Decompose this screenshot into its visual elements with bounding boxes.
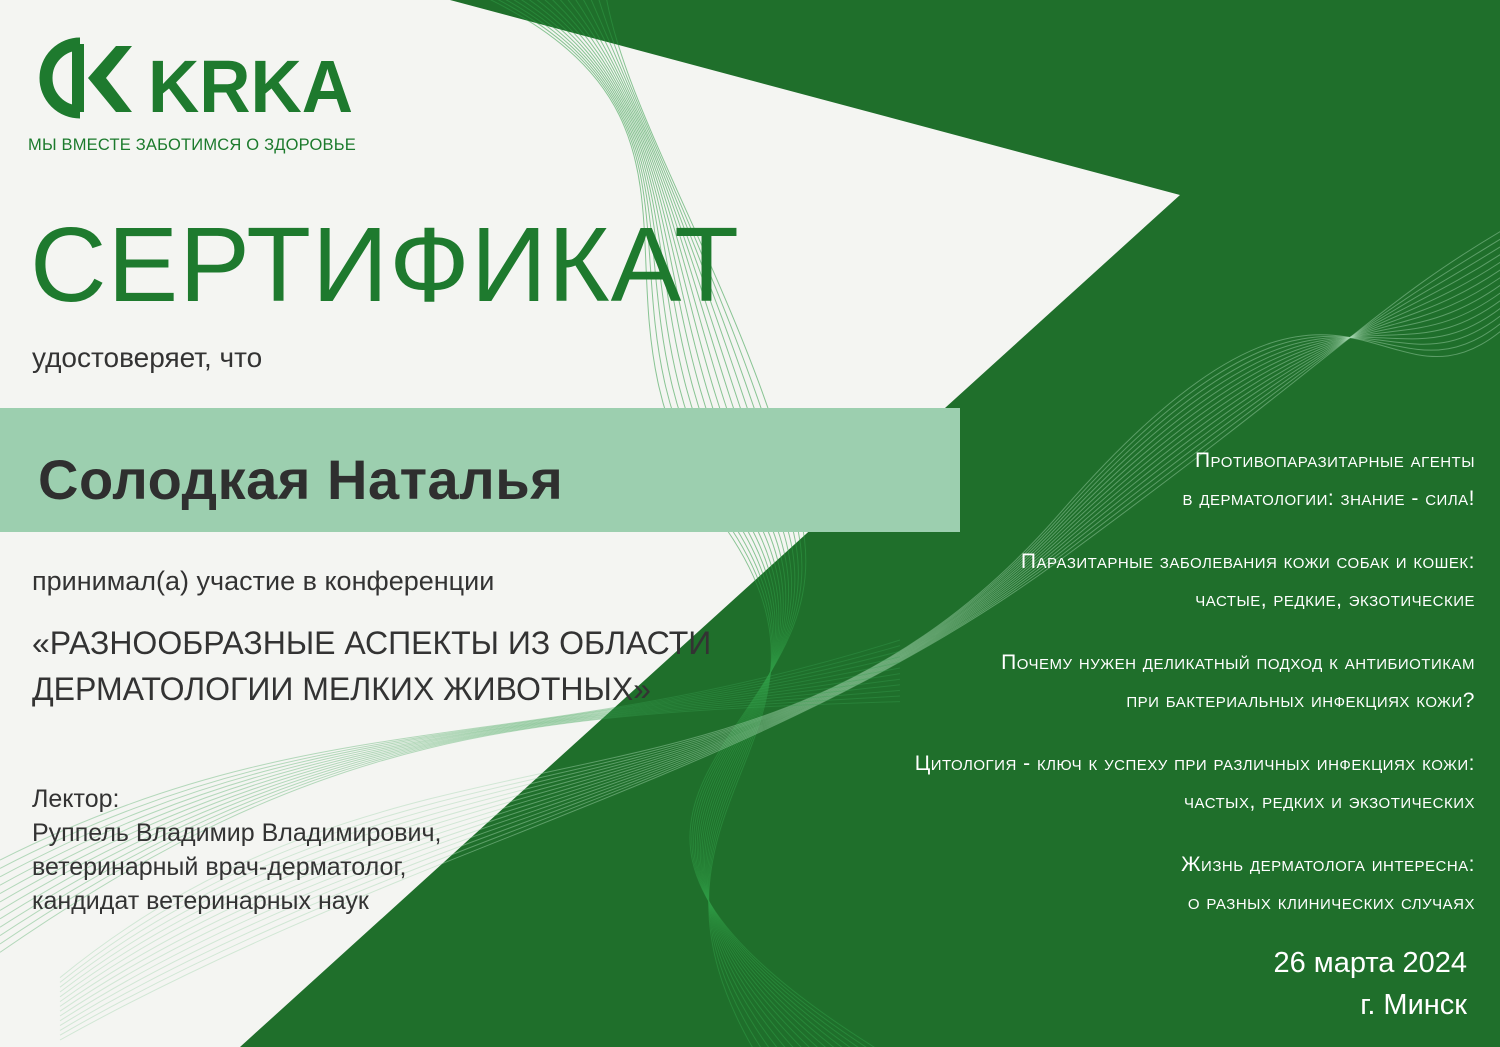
conference-line: «РАЗНООБРАЗНЫЕ АСПЕКТЫ ИЗ ОБЛАСТИ xyxy=(32,625,712,661)
topic-item xyxy=(715,442,1475,518)
topic-item xyxy=(715,543,1475,619)
lecturer-degree: кандидат ветеринарных наук xyxy=(32,887,369,915)
krka-logo xyxy=(28,32,358,122)
topic-line: о разных клинических случаях xyxy=(1187,891,1475,914)
topic-line: в дерматологии: знание - сила! xyxy=(1182,487,1475,510)
lecturer-block xyxy=(32,782,442,918)
certificate-title: СЕРТИФИКАТ xyxy=(30,206,740,324)
conference-line: ДЕРМАТОЛОГИИ МЕЛКИХ ЖИВОТНЫХ» xyxy=(32,671,651,707)
lecturer-name: Руппель Владимир Владимирович, xyxy=(32,819,442,847)
topic-line: частых, редких и экзотических xyxy=(1184,790,1475,813)
topic-item xyxy=(715,745,1475,821)
topic-line: при бактериальных инфекциях кожи? xyxy=(1126,689,1475,712)
event-place: г. Минск xyxy=(1360,989,1467,1021)
topic-line: Противопаразитарные агенты xyxy=(1194,449,1475,472)
topic-item xyxy=(715,846,1475,922)
brand-tagline: МЫ ВМЕСТЕ ЗАБОТИМСЯ О ЗДОРОВЬЕ xyxy=(28,136,356,154)
certifies-text: удостоверяет, что xyxy=(32,342,263,373)
svg-text:KRKA: KRKA xyxy=(148,45,353,122)
participation-text: принимал(а) участие в конференции xyxy=(32,566,495,596)
conference-name xyxy=(32,620,711,712)
topic-line: Цитология - ключ к успеху при различных инфекциях кожи: xyxy=(914,752,1475,775)
topic-line: Почему нужен деликатный подход к антибиотикам xyxy=(1001,651,1475,674)
event-date-place xyxy=(1273,942,1467,1026)
topic-line: Жизнь дерматолога интересна: xyxy=(1181,853,1475,876)
lecturer-position: ветеринарный врач-дерматолог, xyxy=(32,853,407,881)
topic-line: частые, редкие, экзотические xyxy=(1195,588,1475,611)
topic-line: Паразитарные заболевания кожи собак и кошек: xyxy=(1020,550,1475,573)
recipient-name: Солодкая Наталья xyxy=(38,448,564,511)
lecturer-label: Лектор: xyxy=(32,785,120,813)
event-date: 26 марта 2024 xyxy=(1273,947,1467,979)
topic-item xyxy=(715,644,1475,720)
topics-list xyxy=(715,442,1475,947)
